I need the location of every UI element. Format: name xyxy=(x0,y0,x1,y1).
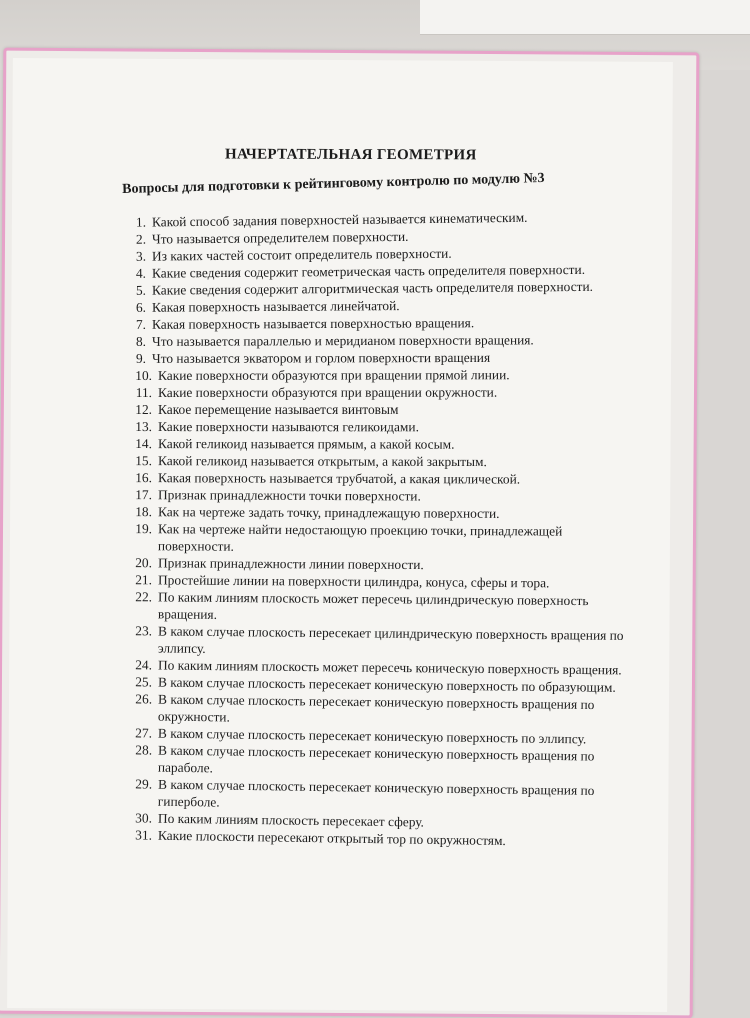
question-text: Какие плоскости пересекают открытый тор по окружностям. xyxy=(157,827,506,849)
question-text: В каком случае плоскость пересекает коническую поверхность по эллипсу. xyxy=(157,725,587,747)
question-item xyxy=(110,401,630,418)
question-text: Что называется параллелью и меридианом поверхности вращения. xyxy=(151,332,534,349)
question-number: 12. xyxy=(135,402,152,417)
question-text: Как на чертеже задать точку, принадлежащую поверхности. xyxy=(157,504,500,521)
question-number: 13. xyxy=(135,419,153,435)
adjacent-paper xyxy=(420,0,750,35)
question-text: В каком случае плоскость пересекает коническую поверхность вращения по окружности. xyxy=(157,691,595,725)
document-title: НАЧЕРТАТЕЛЬНАЯ ГЕОМЕТРИЯ xyxy=(224,146,477,164)
question-item xyxy=(110,622,630,661)
question-number: 15. xyxy=(135,453,153,469)
question-text: По каким линиям плоскость может пересечь цилиндрическую поверхность вращения. xyxy=(157,589,589,622)
question-number: 26. xyxy=(135,691,153,707)
question-item xyxy=(110,435,630,453)
question-number: 21. xyxy=(135,572,153,588)
question-number: 18. xyxy=(135,504,153,520)
question-number: 20. xyxy=(135,555,153,571)
question-number: 19. xyxy=(135,521,153,537)
question-item xyxy=(110,588,630,626)
question-item xyxy=(110,384,630,401)
question-item xyxy=(110,452,630,470)
question-text: Из каких частей состоит определитель поверхности. xyxy=(151,245,452,264)
question-number: 30. xyxy=(135,810,153,826)
question-text: Какие поверхности образуются при вращении прямой линии. xyxy=(157,367,510,383)
question-text: Какая поверхность называется трубчатой, а какая циклической. xyxy=(157,470,521,487)
question-number: 2. xyxy=(135,231,147,247)
question-number: 25. xyxy=(135,674,153,690)
question-number: 4. xyxy=(135,265,147,281)
question-item xyxy=(110,520,630,557)
question-text: Какие сведения содержит алгоритмическая часть определителя поверхности. xyxy=(151,278,594,298)
question-item xyxy=(110,349,630,367)
question-number: 31. xyxy=(135,827,153,843)
question-text: Какой способ задания поверхностей называется кинематическим. xyxy=(151,209,528,230)
question-text: Какой геликоид называется открытым, а какой закрытым. xyxy=(157,453,487,470)
question-item xyxy=(110,469,630,488)
question-text: Простейшие линии на поверхности цилиндра, конуса, сферы и тора. xyxy=(157,572,550,591)
question-text: Какие поверхности образуются при вращении окружности. xyxy=(157,384,498,400)
question-number: 28. xyxy=(135,742,153,758)
question-number: 6. xyxy=(135,299,147,315)
question-number: 23. xyxy=(135,623,153,639)
question-text: Какие поверхности называются геликоидами. xyxy=(157,419,419,435)
question-text: Что называется экватором и горлом поверхности вращения xyxy=(151,349,491,366)
question-text: Какой геликоид называется прямым, а какой косым. xyxy=(157,436,455,452)
question-text: В каком случае плоскость пересекает коническую поверхность по образующим. xyxy=(157,674,616,695)
question-item xyxy=(110,366,630,384)
question-number: 10. xyxy=(135,367,153,383)
question-number: 8. xyxy=(135,333,147,349)
question-text: Как на чертеже найти недостающую проекцию точки, принадлежащей поверхности. xyxy=(157,521,563,554)
question-list xyxy=(110,209,630,849)
question-number: 14. xyxy=(135,436,153,452)
question-number: 1. xyxy=(135,214,147,230)
question-text: Признак принадлежности линии поверхности. xyxy=(157,555,424,573)
question-text: Какая поверхность называется линейчатой. xyxy=(151,298,400,315)
question-text: По каким линиям плоскость может пересечь коническую поверхность вращения. xyxy=(157,657,622,678)
question-number: 17. xyxy=(135,487,153,503)
question-item xyxy=(110,418,630,435)
question-number: 29. xyxy=(135,776,153,792)
question-text: В каком случае плоскость пересекает цилиндрическую поверхность вращения по эллипсу. xyxy=(157,623,624,656)
question-number: 11. xyxy=(135,384,153,400)
question-number: 22. xyxy=(135,589,153,605)
question-text: В каком случае плоскость пересекает коническую поверхность вращения по параболе. xyxy=(157,742,595,776)
question-item xyxy=(110,331,630,350)
question-number: 5. xyxy=(135,282,147,298)
question-text: Какое перемещение называется винтовым xyxy=(158,402,399,417)
question-item xyxy=(110,314,630,333)
question-number: 27. xyxy=(135,725,153,741)
question-number: 16. xyxy=(135,470,153,486)
question-text: В каком случае плоскость пересекает коническую поверхность вращения по гиперболе. xyxy=(157,776,595,810)
question-text: Какие сведения содержит геометрическая часть определителя поверхности. xyxy=(151,261,586,281)
question-number: 24. xyxy=(135,657,153,673)
question-text: По каким линиям плоскость пересекает сферу. xyxy=(157,810,425,830)
question-number: 9. xyxy=(135,350,147,366)
question-text: Признак принадлежности точки поверхности. xyxy=(157,487,421,504)
question-text: Что называется определителем поверхности. xyxy=(151,228,409,247)
document-subtitle: Вопросы для подготовки к рейтинговому контролю по модулю №3 xyxy=(122,170,545,197)
question-number: 3. xyxy=(135,248,147,264)
question-text: Какая поверхность называется поверхностью вращения. xyxy=(151,315,475,332)
question-number: 7. xyxy=(135,316,147,332)
